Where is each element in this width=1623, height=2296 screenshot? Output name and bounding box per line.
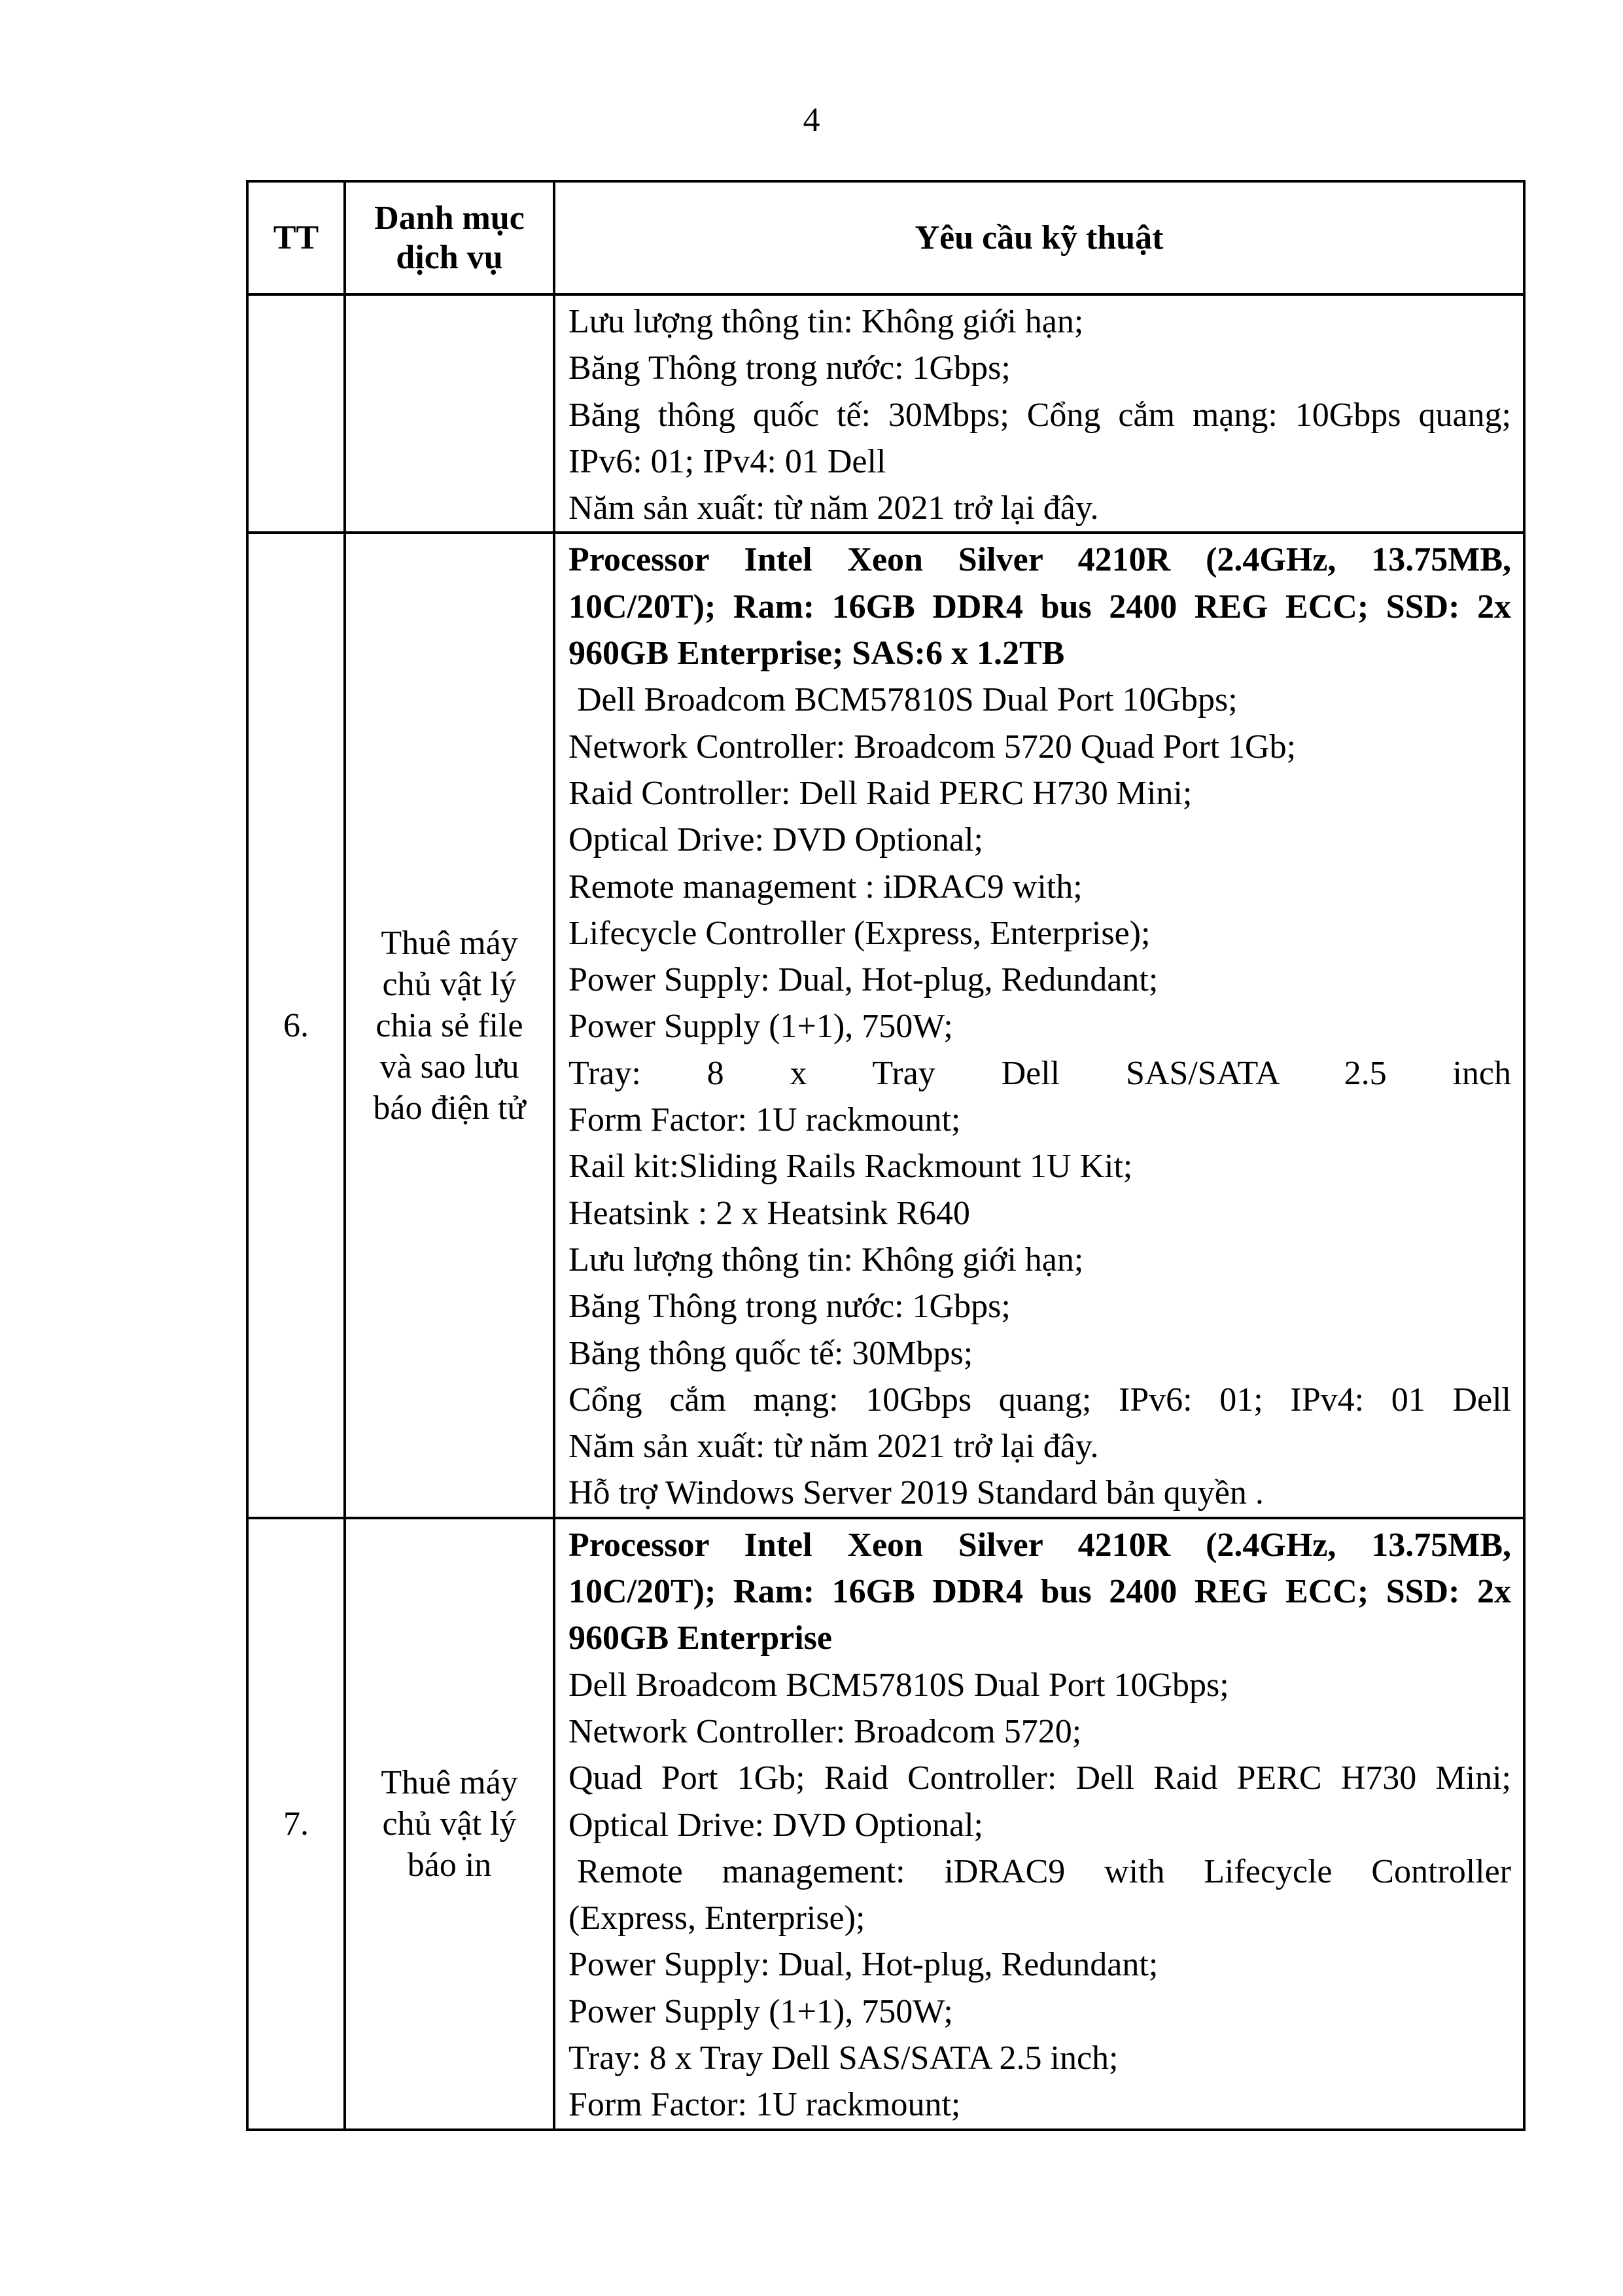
- requirement-line: Processor Intel Xeon Silver 4210R (2.4GHz, 13.75MB,: [568, 541, 1511, 579]
- row-number: 6.: [247, 533, 345, 1517]
- requirement-line: Heatsink : 2 x Heatsink R640: [568, 1194, 970, 1232]
- table-row: [247, 1518, 1524, 2130]
- requirement-line: Rail kit:Sliding Rails Rackmount 1U Kit;: [568, 1148, 1133, 1186]
- requirement-line: Quad Port 1Gb; Raid Controller: Dell Raid PERC H730 Mini;: [568, 1759, 1511, 1797]
- requirement-line: Năm sản xuất: từ năm 2021 trở lại đây.: [568, 1428, 1099, 1466]
- requirement-line: 960GB Enterprise: [568, 1619, 832, 1657]
- requirement-line: Băng Thông trong nước: 1Gbps;: [568, 349, 1011, 387]
- requirement-line: 960GB Enterprise; SAS:6 x 1.2TB: [568, 635, 1065, 673]
- requirement-line: 10C/20T); Ram: 16GB DDR4 bus 2400 REG ECC; SSD: 2x: [568, 1573, 1511, 1611]
- requirement-line: Optical Drive: DVD Optional;: [568, 821, 983, 859]
- page-number: 4: [803, 101, 820, 139]
- requirement-line: Processor Intel Xeon Silver 4210R (2.4GHz, 13.75MB,: [568, 1526, 1511, 1564]
- technical-requirements-table: [246, 180, 1526, 2131]
- header-category-line: dịch vụ: [396, 238, 503, 276]
- requirement-line: Băng Thông trong nước: 1Gbps;: [568, 1288, 1011, 1326]
- service-category-line: chia sẻ file: [375, 1006, 523, 1044]
- row-number: [247, 294, 345, 533]
- technical-requirements: [554, 1518, 1524, 2130]
- requirement-line: Power Supply (1+1), 750W;: [568, 1008, 953, 1046]
- service-category-line: báo in: [407, 1846, 492, 1884]
- header-tt: TT: [247, 181, 345, 294]
- header-category: [345, 181, 554, 294]
- requirement-line: Lưu lượng thông tin: Không giới hạn;: [568, 303, 1084, 340]
- technical-requirements: [554, 294, 1524, 533]
- requirement-line: Power Supply: Dual, Hot-plug, Redundant;: [568, 961, 1159, 999]
- requirement-line: Raid Controller: Dell Raid PERC H730 Mini;: [568, 774, 1193, 812]
- table-header-row: [247, 181, 1524, 294]
- service-category-line: Thuê máy: [381, 1763, 518, 1801]
- requirement-line: Lifecycle Controller (Express, Enterprise);: [568, 914, 1151, 952]
- requirement-line: Hỗ trợ Windows Server 2019 Standard bản quyền .: [568, 1474, 1264, 1512]
- requirement-line: Băng thông quốc tế: 30Mbps; Cổng cắm mạng: 10Gbps quang;: [568, 396, 1511, 434]
- service-category-line: Thuê máy: [381, 924, 518, 962]
- requirement-line: (Express, Enterprise);: [568, 1899, 865, 1937]
- header-category-line: Danh mục: [374, 199, 525, 237]
- requirement-line: Năm sản xuất: từ năm 2021 trở lại đây.: [568, 489, 1099, 527]
- requirement-line: Tray: 8 x Tray Dell SAS/SATA 2.5 inch;: [568, 2039, 1119, 2077]
- service-category-line: và sao lưu: [379, 1048, 519, 1086]
- requirement-line: Power Supply: Dual, Hot-plug, Redundant;: [568, 1946, 1159, 1984]
- service-category: [345, 294, 554, 533]
- requirement-line: Network Controller: Broadcom 5720;: [568, 1712, 1082, 1750]
- requirement-line: Remote management: iDRAC9 with Lifecycle Controller: [577, 1852, 1511, 1890]
- service-category-line: chủ vật lý: [382, 965, 517, 1003]
- requirement-line: Form Factor: 1U rackmount;: [568, 2086, 961, 2124]
- requirement-line: Dell Broadcom BCM57810S Dual Port 10Gbps;: [577, 681, 1238, 719]
- requirement-line: Băng thông quốc tế: 30Mbps;: [568, 1334, 973, 1372]
- requirement-line: IPv6: 01; IPv4: 01 Dell: [568, 442, 886, 480]
- service-category-line: chủ vật lý: [382, 1805, 517, 1843]
- service-category: [345, 1518, 554, 2130]
- requirement-line: Remote management : iDRAC9 with;: [568, 868, 1083, 906]
- requirement-line: Optical Drive: DVD Optional;: [568, 1806, 983, 1844]
- requirement-line: Power Supply (1+1), 750W;: [568, 1992, 953, 2030]
- requirement-line: Network Controller: Broadcom 5720 Quad Port 1Gb;: [568, 728, 1297, 766]
- requirement-line: Dell Broadcom BCM57810S Dual Port 10Gbps;: [568, 1666, 1229, 1704]
- service-category: [345, 533, 554, 1517]
- table-row: [247, 294, 1524, 533]
- requirement-line: Form Factor: 1U rackmount;: [568, 1101, 961, 1139]
- technical-requirements: [554, 533, 1524, 1517]
- requirement-line: Lưu lượng thông tin: Không giới hạn;: [568, 1241, 1084, 1279]
- table-row: [247, 533, 1524, 1517]
- requirement-line: Cổng cắm mạng: 10Gbps quang; IPv6: 01; IPv4: 01 Dell: [568, 1381, 1511, 1419]
- requirement-line: 10C/20T); Ram: 16GB DDR4 bus 2400 REG ECC; SSD: 2x: [568, 588, 1511, 626]
- row-number: 7.: [247, 1518, 345, 2130]
- header-requirements: Yêu cầu kỹ thuật: [554, 181, 1524, 294]
- requirement-line: Tray: 8 x Tray Dell SAS/SATA 2.5 inch: [568, 1054, 1511, 1092]
- service-category-line: báo điện tử: [373, 1089, 526, 1127]
